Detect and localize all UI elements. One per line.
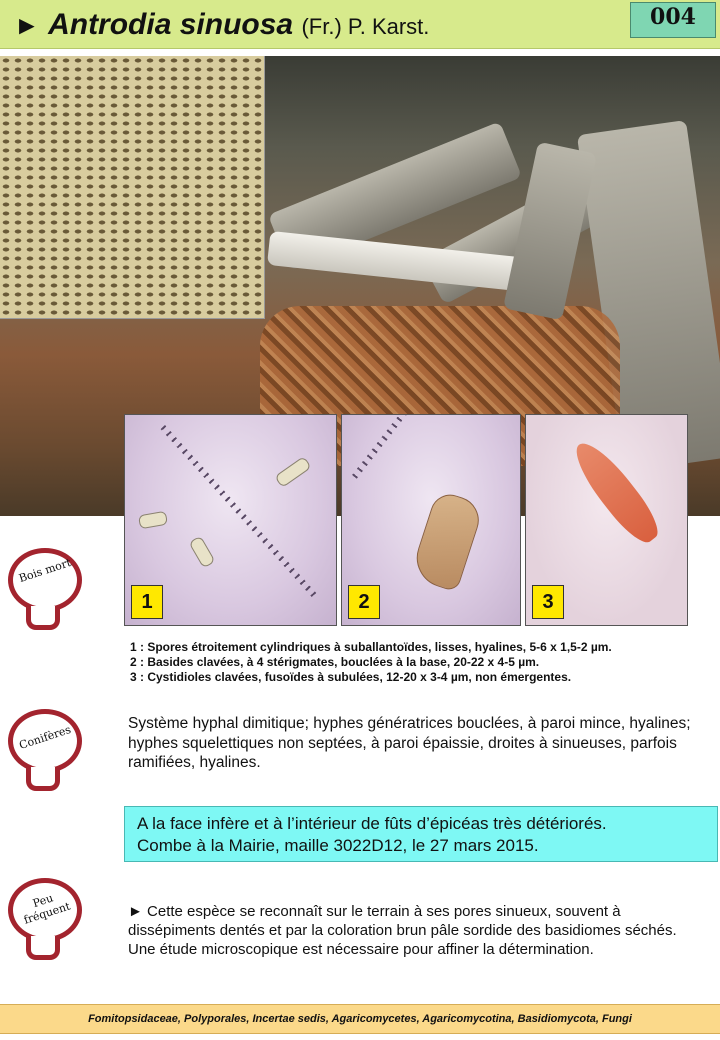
location-line: Combe à la Mairie, maille 3022D12, le 27 mars 2015. [137,836,539,855]
panel-number-label: 3 [532,585,564,619]
micro-captions [130,640,710,685]
sheet-number-badge: 004 [630,2,716,38]
remarks-text: ► Cette espèce se reconnaît sur le terrain à ses pores sinueux, souvent à dissépiments dentés et par la coloration brun pâle sordide des basidiomes séchés. Une étude microscopique est nécessaire pour affiner la détermination. [128,903,677,958]
title-bar [0,0,720,49]
caption-basidia: 2 : Basides clavées, à 4 stérigmates, bouclées à la base, 20-22 x 4-5 µm. [130,655,540,669]
host-label: Conifères [17,723,73,752]
habitat-box [124,806,718,862]
frequency-label: Peu fréquent [22,891,72,927]
panel-number-label: 2 [348,585,380,619]
substrate-stamp [4,544,84,644]
arrow-icon: ► [14,10,40,40]
habitat-line: A la face infère et à l’intérieur de fûts d’épicéas très détériorés. [137,814,607,833]
micro-panel-cystidioles [525,414,688,626]
micro-panel-spores [124,414,337,626]
caption-spores: 1 : Spores étroitement cylindriques à suballantoïdes, lisses, hyalines, 5-6 x 1,5-2 µm. [130,640,612,654]
frequency-stamp [4,874,84,974]
taxonomy-footer: Fomitopsidaceae, Polyporales, Incertae sedis, Agaricomycetes, Agaricomycotina, Basidiomycota, Fungi [0,1004,720,1034]
hyphal-system-text: Système hyphal dimitique; hyphes génératrices bouclées, à paroi mince, hyalines; hyphes squelettiques non septées, à paroi épaissie, droites à sinueuses, parfois ramifiées, hyalines. [128,715,691,771]
panel-number-label: 1 [131,585,163,619]
caption-cystidioles: 3 : Cystidioles clavées, fusoïdes à subulées, 12-20 x 3-4 µm, non émergentes. [130,670,572,684]
species-title [14,6,429,46]
species-author: (Fr.) P. Karst. [301,14,430,39]
substrate-label: Bois mort [17,555,73,586]
host-stamp [4,705,84,805]
micro-panel-basidia [341,414,521,626]
species-name: Antrodia sinuosa [48,8,294,41]
pore-surface-photo [0,56,265,319]
